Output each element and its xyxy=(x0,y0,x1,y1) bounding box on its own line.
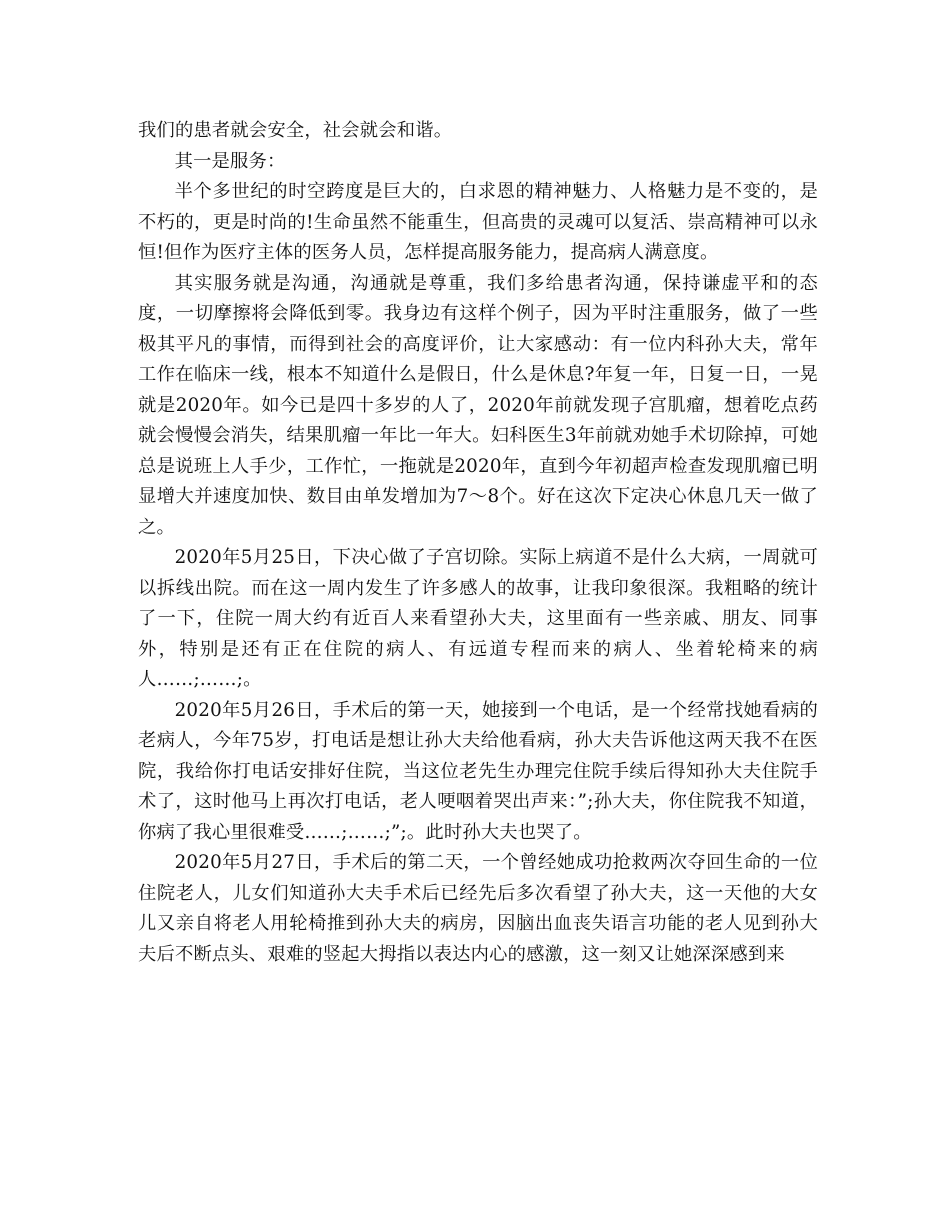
paragraph: 我们的患者就会安全，社会就会和谐。 xyxy=(138,120,453,141)
paragraph: 半个多世纪的时空跨度是巨大的，白求恩的精神魅力、人格魅力是不变的，是不朽的，更是时尚的!生命虽然不能重生，但高贵的灵魂可以复活、崇高精神可以永恒!但作为医疗主体的医务人员，怎样提高服务能力，提高病人满意度。 xyxy=(138,181,818,263)
paragraph: 2020年5月25日，下决心做了子宫切除。实际上病道不是什么大病，一周就可以拆线出院。而在这一周内发生了许多感人的故事，让我印象很深。我粗略的统计了一下，住院一周大约有近百人来看望孙大夫，这里面有一些亲戚、朋友、同事外，特别是还有正在住院的病人、有远道专程而来的病人、坐着轮椅来的病人……;……;。 xyxy=(138,547,818,690)
document-body xyxy=(138,116,818,970)
paragraph: 2020年5月27日，手术后的第二天，一个曾经她成功抢救两次夺回生命的一位住院老人，儿女们知道孙大夫手术后已经先后多次看望了孙大夫，这一天他的大女儿又亲自将老人用轮椅推到孙大夫的病房，因脑出血丧失语言功能的老人见到孙大夫后不断点头、艰难的竖起大拇指以表达内心的感激，这一刻又让她深深感到来 xyxy=(138,852,818,965)
paragraph-heading: 其一是服务： xyxy=(174,150,286,172)
paragraph: 2020年5月26日，手术后的第一天，她接到一个电话，是一个经常找她看病的老病人，今年75岁，打电话是想让孙大夫给他看病，孙大夫告诉他这两天我不在医院，我给你打电话安排好住院，当这位老先生办理完住院手续后得知孙大夫住院手术了，这时他马上再次打电话，老人哽咽着哭出声来：”;孙大夫，你住院我不知道，你病了我心里很难受……;……;”;。此时孙大夫也哭了。 xyxy=(138,699,818,843)
paragraph: 其实服务就是沟通，沟通就是尊重，我们多给患者沟通，保持谦虚平和的态度，一切摩擦将会降低到零。我身边有这样个例子，因为平时注重服务，做了一些极其平凡的事情，而得到社会的高度评价，让大家感动：有一位内科孙大夫，常年工作在临床一线，根本不知道什么是假日，什么是休息?年复一年，日复一日，一晃就是2020年。如今已是四十多岁的人了，2020年前就发现子宫肌瘤，想着吃点药就会慢慢会消失，结果肌瘤一年比一年大。妇科医生3年前就劝她手术切除掉，可她总是说班上人手少，工作忙，一拖就是2020年，直到今年初超声检查发现肌瘤已明显增大并速度加快、数目由单发增加为7～8个。好在这次下定决心休息几天一做了之。 xyxy=(138,272,818,538)
